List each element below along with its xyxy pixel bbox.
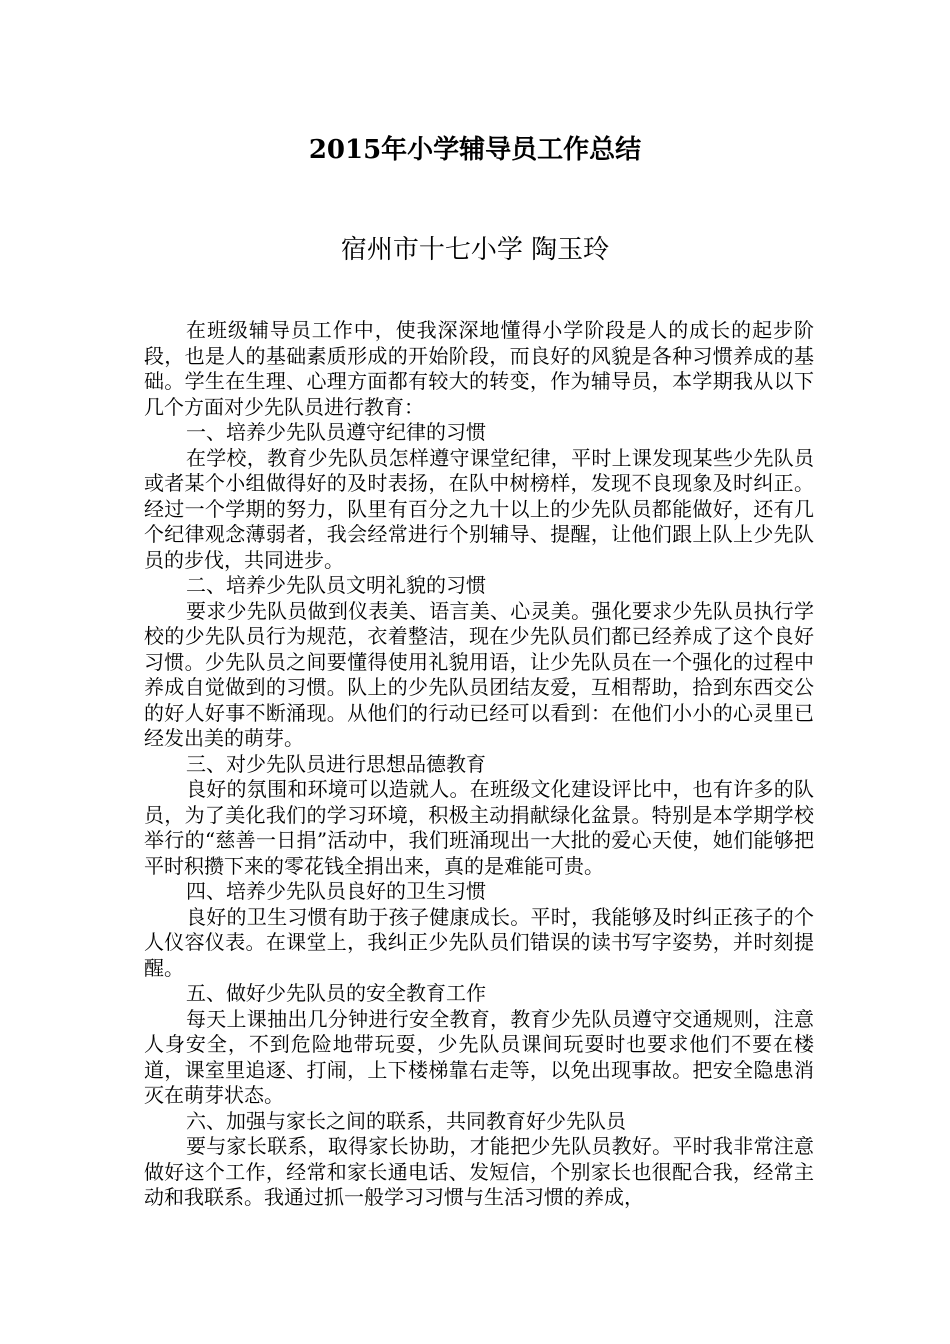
paragraph-hygiene: 良好的卫生习惯有助于孩子健康成长。平时，我能够及时纠正孩子的个人仪容仪表。在课堂上，我纠正少先队员们错误的读书写字姿势，并时刻提醒。 xyxy=(144,904,814,980)
document-author: 宿州市十七小学 陶玉玲 xyxy=(340,235,610,265)
paragraph-discipline: 在学校，教育少先队员怎样遵守课堂纪律，平时上课发现某些少先队员或者某个小组做得好的及时表扬，在队中树榜样，发现不良现象及时纠正。经过一个学期的努力，队里有百分之九十以上的少先队员都能做好，还有几个纪律观念薄弱者，我会经常进行个别辅导、提醒，让他们跟上队上少先队员的步伐，共同进步。 xyxy=(144,445,814,572)
paragraph-parents: 要与家长联系，取得家长协助，才能把少先队员教好。平时我非常注意做好这个工作，经常和家长通电话、发短信，个别家长也很配合我，经常主动和我联系。我通过抓一般学习习惯与生活习惯的养成， xyxy=(144,1134,814,1209)
section-heading-2: 二、培养少先队员文明礼貌的习惯 xyxy=(186,573,486,597)
paragraph-moral-education: 良好的氛围和环境可以造就人。在班级文化建设评比中，也有许多的队员，为了美化我们的学习环境，积极主动捐献绿化盆景。特别是本学期学校举行的“慈善一日捐”活动中，我们班涌现出一大批的爱心天使，她们能够把平时积攒下来的零花钱全捐出来，真的是难能可贵。 xyxy=(144,777,814,878)
section-heading-5: 五、做好少先队员的安全教育工作 xyxy=(186,981,486,1005)
paragraph-safety: 每天上课抽出几分钟进行安全教育，教育少先队员遵守交通规则，注意人身安全，不到危险地带玩耍，少先队员课间玩耍时也要求他们不要在楼道，课室里追逐、打闹，上下楼梯靠右走等，以免出现事故。把安全隐患消灭在萌芽状态。 xyxy=(144,1006,814,1107)
document-body xyxy=(144,318,814,1211)
section-heading-4: 四、培养少先队员良好的卫生习惯 xyxy=(186,879,486,903)
paragraph-intro: 在班级辅导员工作中，使我深深地懂得小学阶段是人的成长的起步阶段，也是人的基础素质形成的开始阶段，而良好的风貌是各种习惯养成的基础。学生在生理、心理方面都有较大的转变，作为辅导员，本学期我从以下几个方面对少先队员进行教育： xyxy=(144,318,814,419)
section-heading-1: 一、培养少先队员遵守纪律的习惯 xyxy=(186,420,486,444)
document-title: 2015年小学辅导员工作总结 xyxy=(308,135,642,165)
section-heading-3: 三、对少先队员进行思想品德教育 xyxy=(186,751,486,776)
paragraph-courtesy: 要求少先队员做到仪表美、语言美、心灵美。强化要求少先队员执行学校的少先队员行为规范，衣着整洁，现在少先队员们都已经养成了这个良好习惯。少先队员之间要懂得使用礼貌用语，让少先队员在一个强化的过程中养成自觉做到的习惯。队上的少先队员团结友爱，互相帮助，拾到东西交公的好人好事不断涌现。从他们的行动已经可以看到：在他们小小的心灵里已经发出美的萌芽。 xyxy=(144,598,814,750)
section-heading-6: 六、加强与家长之间的联系，共同教育好少先队员 xyxy=(186,1108,626,1133)
